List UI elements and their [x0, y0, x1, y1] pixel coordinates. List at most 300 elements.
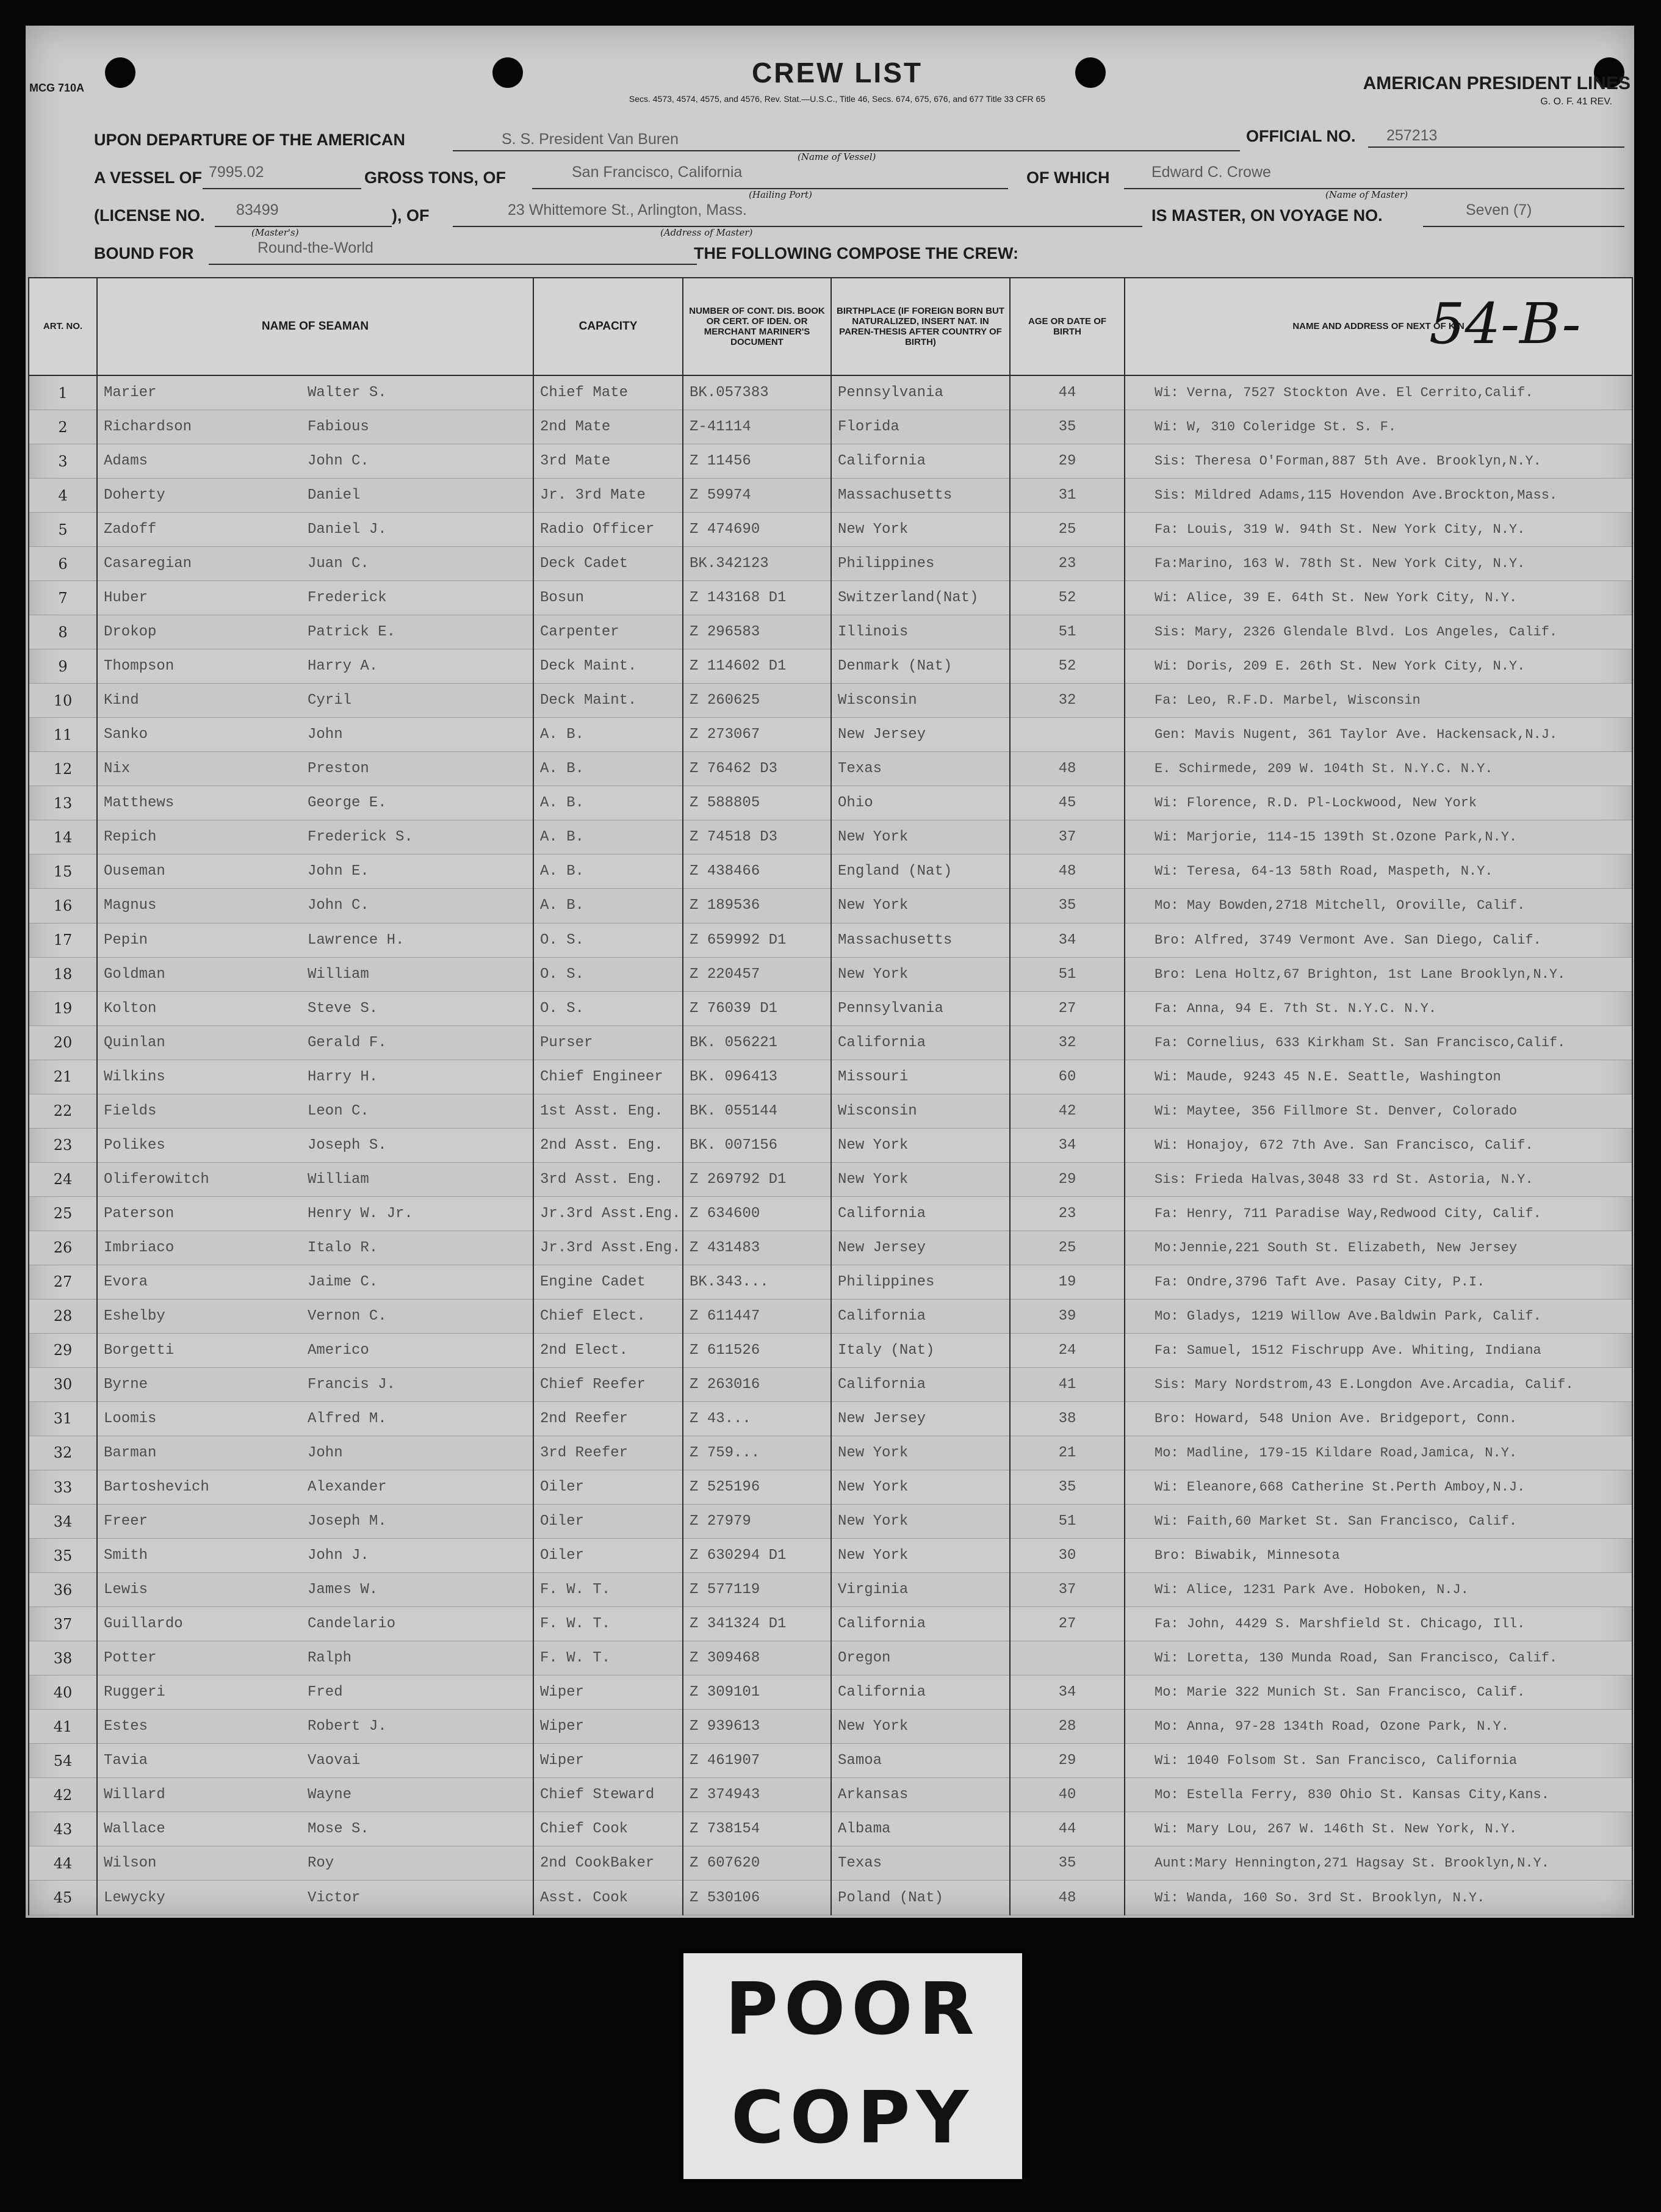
art-no-cell: 18	[29, 957, 97, 991]
age-cell: 29	[1010, 1744, 1125, 1778]
birthplace-cell: New York	[831, 1470, 1010, 1505]
seaman-first-name: John E.	[301, 855, 533, 889]
field-line	[215, 226, 392, 227]
seaman-last-name: Drokop	[97, 615, 301, 649]
seaman-last-name: Kind	[97, 684, 301, 718]
age-cell: 51	[1010, 957, 1125, 991]
art-no-cell: 17	[29, 923, 97, 957]
seaman-first-name: Juan C.	[301, 547, 533, 581]
art-no-cell: 5	[29, 513, 97, 547]
next-of-kin-cell: Mo: Gladys, 1219 Willow Ave.Baldwin Park, Calif.	[1125, 1299, 1632, 1333]
age-cell: 25	[1010, 1231, 1125, 1265]
art-no-cell: 38	[29, 1641, 97, 1675]
seaman-last-name: Fields	[97, 1094, 301, 1128]
document-number-cell: Z-41114	[683, 410, 831, 444]
age-cell	[1010, 1641, 1125, 1675]
document-number-cell: Z 296583	[683, 615, 831, 649]
crew-table	[28, 277, 1633, 1915]
document-number-cell: BK. 096413	[683, 1060, 831, 1094]
seaman-first-name: Alfred M.	[301, 1401, 533, 1436]
seaman-first-name: Gerald F.	[301, 1025, 533, 1060]
table-row	[29, 1846, 1632, 1881]
voyage-number: Seven (7)	[1466, 201, 1532, 219]
next-of-kin-cell: Sis: Mary Nordstrom,43 E.Longdon Ave.Arcadia, Calif.	[1125, 1367, 1632, 1401]
next-of-kin-cell: Wi: Eleanore,668 Catherine St.Perth Amboy,N.J.	[1125, 1470, 1632, 1505]
art-no-cell: 26	[29, 1231, 97, 1265]
age-cell: 60	[1010, 1060, 1125, 1094]
capacity-cell: Chief Engineer	[533, 1060, 683, 1094]
seaman-last-name: Matthews	[97, 786, 301, 820]
age-cell: 27	[1010, 991, 1125, 1025]
age-cell: 27	[1010, 1607, 1125, 1641]
capacity-cell: Wiper	[533, 1710, 683, 1744]
capacity-cell: F. W. T.	[533, 1607, 683, 1641]
seaman-first-name: James W.	[301, 1573, 533, 1607]
age-cell: 23	[1010, 547, 1125, 581]
next-of-kin-cell: Sis: Mary, 2326 Glendale Blvd. Los Angeles, Calif.	[1125, 615, 1632, 649]
seaman-first-name: Americo	[301, 1333, 533, 1367]
company-name: AMERICAN PRESIDENT LINES	[1363, 73, 1630, 93]
capacity-cell: Chief Steward	[533, 1778, 683, 1812]
next-of-kin-cell: Mo:Jennie,221 South St. Elizabeth, New Jersey	[1125, 1231, 1632, 1265]
art-no-cell: 10	[29, 684, 97, 718]
label-following-compose: THE FOLLOWING COMPOSE THE CREW:	[694, 244, 1018, 262]
art-no-cell: 36	[29, 1573, 97, 1607]
document-number-cell: BK. 007156	[683, 1128, 831, 1162]
next-of-kin-cell: Wi: Alice, 1231 Park Ave. Hoboken, N.J.	[1125, 1573, 1632, 1607]
sub-label-masters: (Master's)	[251, 227, 299, 238]
table-row	[29, 1470, 1632, 1505]
table-row	[29, 1162, 1632, 1196]
document-number-cell: Z 263016	[683, 1367, 831, 1401]
document-number-cell: Z 27979	[683, 1505, 831, 1539]
capacity-cell: Oiler	[533, 1470, 683, 1505]
capacity-cell: Carpenter	[533, 615, 683, 649]
birthplace-cell: California	[831, 1025, 1010, 1060]
table-row	[29, 1505, 1632, 1539]
header-art-no: ART. NO.	[29, 278, 97, 375]
table-row	[29, 444, 1632, 479]
age-cell: 40	[1010, 1778, 1125, 1812]
age-cell: 51	[1010, 615, 1125, 649]
birthplace-cell: Pennsylvania	[831, 991, 1010, 1025]
art-no-cell: 7	[29, 581, 97, 615]
document-number-cell: Z 530106	[683, 1881, 831, 1915]
next-of-kin-cell: Wi: Florence, R.D. Pl-Lockwood, New York	[1125, 786, 1632, 820]
document-number-cell: Z 431483	[683, 1231, 831, 1265]
table-row	[29, 1641, 1632, 1675]
poor-copy-stamp	[683, 1953, 1022, 2179]
art-no-cell: 31	[29, 1401, 97, 1436]
document-number-cell: Z 76039 D1	[683, 991, 831, 1025]
birthplace-cell: Texas	[831, 1846, 1010, 1881]
next-of-kin-cell: Fa: Cornelius, 633 Kirkham St. San Francisco,Calif.	[1125, 1025, 1632, 1060]
table-row	[29, 513, 1632, 547]
age-cell: 38	[1010, 1401, 1125, 1436]
seaman-first-name: Fred	[301, 1675, 533, 1710]
table-row	[29, 375, 1632, 410]
art-no-cell: 29	[29, 1333, 97, 1367]
birthplace-cell: Oregon	[831, 1641, 1010, 1675]
seaman-last-name: Paterson	[97, 1196, 301, 1231]
document-number-cell: Z 525196	[683, 1470, 831, 1505]
seaman-last-name: Wilkins	[97, 1060, 301, 1094]
art-no-cell: 13	[29, 786, 97, 820]
table-row	[29, 923, 1632, 957]
seaman-first-name: Harry H.	[301, 1060, 533, 1094]
seaman-last-name: Doherty	[97, 479, 301, 513]
table-row	[29, 1812, 1632, 1846]
capacity-cell: A. B.	[533, 855, 683, 889]
form-code: MCG 710A	[29, 82, 85, 94]
next-of-kin-cell: E. Schirmede, 209 W. 104th St. N.Y.C. N.Y.	[1125, 752, 1632, 786]
seaman-last-name: Casaregian	[97, 547, 301, 581]
art-no-cell: 20	[29, 1025, 97, 1060]
birthplace-cell: New Jersey	[831, 718, 1010, 752]
capacity-cell: Jr. 3rd Mate	[533, 479, 683, 513]
birthplace-cell: New York	[831, 820, 1010, 855]
seaman-last-name: Loomis	[97, 1401, 301, 1436]
document-number-cell: Z 43...	[683, 1401, 831, 1436]
age-cell: 41	[1010, 1367, 1125, 1401]
document-number-cell: Z 220457	[683, 957, 831, 991]
birthplace-cell: New York	[831, 1128, 1010, 1162]
stamp-line-copy: COPY	[731, 2075, 975, 2160]
next-of-kin-cell: Fa:Marino, 163 W. 78th St. New York City, N.Y.	[1125, 547, 1632, 581]
seaman-first-name: Preston	[301, 752, 533, 786]
art-no-cell: 15	[29, 855, 97, 889]
seaman-first-name: John	[301, 718, 533, 752]
birthplace-cell: New York	[831, 1162, 1010, 1196]
birthplace-cell: New York	[831, 1436, 1010, 1470]
seaman-last-name: Estes	[97, 1710, 301, 1744]
seaman-first-name: Frederick	[301, 581, 533, 615]
vessel-name: S. S. President Van Buren	[502, 131, 679, 148]
birthplace-cell: California	[831, 1196, 1010, 1231]
document-number-cell: Z 759...	[683, 1436, 831, 1470]
table-row	[29, 1333, 1632, 1367]
document-number-cell: Z 374943	[683, 1778, 831, 1812]
birthplace-cell: Massachusetts	[831, 479, 1010, 513]
next-of-kin-cell: Bro: Biwabik, Minnesota	[1125, 1539, 1632, 1573]
art-no-cell: 34	[29, 1505, 97, 1539]
seaman-first-name: Joseph S.	[301, 1128, 533, 1162]
field-line	[209, 264, 697, 265]
table-row	[29, 855, 1632, 889]
capacity-cell: Oiler	[533, 1505, 683, 1539]
label-gross-tons: GROSS TONS, OF	[364, 168, 506, 187]
next-of-kin-cell: Wi: Mary Lou, 267 W. 146th St. New York, N.Y.	[1125, 1812, 1632, 1846]
capacity-cell: O. S.	[533, 923, 683, 957]
label-is-master: IS MASTER, ON VOYAGE NO.	[1151, 206, 1383, 225]
next-of-kin-cell: Sis: Theresa O'Forman,887 5th Ave. Brooklyn,N.Y.	[1125, 444, 1632, 479]
seaman-first-name: Francis J.	[301, 1367, 533, 1401]
punch-hole	[105, 57, 135, 88]
seaman-first-name: Jaime C.	[301, 1265, 533, 1299]
table-row	[29, 1573, 1632, 1607]
next-of-kin-cell: Mo: Madline, 179-15 Kildare Road,Jamica, N.Y.	[1125, 1436, 1632, 1470]
seaman-first-name: John J.	[301, 1539, 533, 1573]
seaman-first-name: Mose S.	[301, 1812, 533, 1846]
next-of-kin-cell: Wi: Teresa, 64-13 58th Road, Maspeth, N.Y.	[1125, 855, 1632, 889]
seaman-last-name: Goldman	[97, 957, 301, 991]
birthplace-cell: Texas	[831, 752, 1010, 786]
table-row	[29, 684, 1632, 718]
handwritten-note: 54-B-	[1429, 291, 1581, 356]
capacity-cell: 3rd Reefer	[533, 1436, 683, 1470]
document-number-cell: Z 438466	[683, 855, 831, 889]
document-number-cell: BK.343...	[683, 1265, 831, 1299]
next-of-kin-cell: Fa: John, 4429 S. Marshfield St. Chicago, Ill.	[1125, 1607, 1632, 1641]
capacity-cell: 2nd Elect.	[533, 1333, 683, 1367]
next-of-kin-cell: Gen: Mavis Nugent, 361 Taylor Ave. Hackensack,N.J.	[1125, 718, 1632, 752]
table-row	[29, 615, 1632, 649]
table-row	[29, 1881, 1632, 1915]
birthplace-cell: Switzerland(Nat)	[831, 581, 1010, 615]
next-of-kin-cell: Wi: Maude, 9243 45 N.E. Seattle, Washington	[1125, 1060, 1632, 1094]
age-cell: 35	[1010, 889, 1125, 923]
capacity-cell: 2nd Mate	[533, 410, 683, 444]
seaman-last-name: Marier	[97, 375, 301, 410]
seaman-first-name: Harry A.	[301, 649, 533, 684]
birthplace-cell: England (Nat)	[831, 855, 1010, 889]
document-number-cell: Z 341324 D1	[683, 1607, 831, 1641]
art-no-cell: 8	[29, 615, 97, 649]
next-of-kin-cell: Wi: Honajoy, 672 7th Ave. San Francisco, Calif.	[1125, 1128, 1632, 1162]
capacity-cell: 3rd Mate	[533, 444, 683, 479]
document-number-cell: Z 634600	[683, 1196, 831, 1231]
hailing-port: San Francisco, California	[572, 164, 743, 181]
capacity-cell: Asst. Cook	[533, 1881, 683, 1915]
art-no-cell: 27	[29, 1265, 97, 1299]
seaman-first-name: Daniel J.	[301, 513, 533, 547]
table-row	[29, 1675, 1632, 1710]
next-of-kin-cell: Wi: Verna, 7527 Stockton Ave. El Cerrito,Calif.	[1125, 375, 1632, 410]
birthplace-cell: Massachusetts	[831, 923, 1010, 957]
next-of-kin-cell: Fa: Louis, 319 W. 94th St. New York City, N.Y.	[1125, 513, 1632, 547]
next-of-kin-cell: Wi: Maytee, 356 Fillmore St. Denver, Colorado	[1125, 1094, 1632, 1128]
table-row	[29, 1265, 1632, 1299]
art-no-cell: 35	[29, 1539, 97, 1573]
seaman-first-name: Fabious	[301, 410, 533, 444]
label-official-no: OFFICIAL NO.	[1246, 127, 1356, 145]
capacity-cell: Wiper	[533, 1744, 683, 1778]
birthplace-cell: Denmark (Nat)	[831, 649, 1010, 684]
art-no-cell: 45	[29, 1881, 97, 1915]
document-number-cell: Z 611526	[683, 1333, 831, 1367]
capacity-cell: O. S.	[533, 957, 683, 991]
age-cell: 28	[1010, 1710, 1125, 1744]
age-cell: 52	[1010, 581, 1125, 615]
capacity-cell: Bosun	[533, 581, 683, 615]
age-cell: 48	[1010, 855, 1125, 889]
table-row	[29, 1744, 1632, 1778]
seaman-last-name: Polikes	[97, 1128, 301, 1162]
document-number-cell: Z 738154	[683, 1812, 831, 1846]
capacity-cell: Chief Elect.	[533, 1299, 683, 1333]
seaman-first-name: Alexander	[301, 1470, 533, 1505]
table-row	[29, 889, 1632, 923]
seaman-first-name: George E.	[301, 786, 533, 820]
sub-label-address: (Address of Master)	[660, 227, 753, 238]
art-no-cell: 22	[29, 1094, 97, 1128]
age-cell: 21	[1010, 1436, 1125, 1470]
document-number-cell: Z 143168 D1	[683, 581, 831, 615]
header-document: NUMBER OF CONT. DIS. BOOK OR CERT. OF IDEN. OR MERCHANT MARINER'S DOCUMENT	[683, 278, 831, 375]
table-row	[29, 1060, 1632, 1094]
label-bound-for: BOUND FOR	[94, 244, 194, 262]
table-row	[29, 1539, 1632, 1573]
seaman-last-name: Adams	[97, 444, 301, 479]
age-cell: 35	[1010, 1846, 1125, 1881]
label-of-which: OF WHICH	[1026, 168, 1110, 187]
next-of-kin-cell: Bro: Lena Holtz,67 Brighton, 1st Lane Brooklyn,N.Y.	[1125, 957, 1632, 991]
birthplace-cell: Philippines	[831, 547, 1010, 581]
document-number-cell: BK. 056221	[683, 1025, 831, 1060]
table-row	[29, 718, 1632, 752]
label-upon-departure: UPON DEPARTURE OF THE AMERICAN	[94, 131, 406, 149]
birthplace-cell: California	[831, 1367, 1010, 1401]
label-of: ), OF	[392, 206, 430, 225]
capacity-cell: Purser	[533, 1025, 683, 1060]
sub-label-hailing-port: (Hailing Port)	[749, 189, 812, 200]
capacity-cell: Chief Mate	[533, 375, 683, 410]
field-line	[1423, 226, 1624, 227]
birthplace-cell: Pennsylvania	[831, 375, 1010, 410]
official-number: 257213	[1386, 127, 1438, 144]
seaman-first-name: Roy	[301, 1846, 533, 1881]
capacity-cell: Oiler	[533, 1539, 683, 1573]
next-of-kin-cell: Wi: Wanda, 160 So. 3rd St. Brooklyn, N.Y.	[1125, 1881, 1632, 1915]
birthplace-cell: California	[831, 444, 1010, 479]
age-cell: 37	[1010, 820, 1125, 855]
document-number-cell: Z 588805	[683, 786, 831, 820]
seaman-last-name: Sanko	[97, 718, 301, 752]
seaman-last-name: Nix	[97, 752, 301, 786]
seaman-last-name: Pepin	[97, 923, 301, 957]
seaman-last-name: Wallace	[97, 1812, 301, 1846]
punch-hole	[492, 57, 523, 88]
capacity-cell: Chief Reefer	[533, 1367, 683, 1401]
field-line	[453, 226, 1142, 227]
seaman-first-name: Cyril	[301, 684, 533, 718]
art-no-cell: 11	[29, 718, 97, 752]
document-number-cell: Z 309101	[683, 1675, 831, 1710]
document-number-cell: Z 260625	[683, 684, 831, 718]
birthplace-cell: Poland (Nat)	[831, 1881, 1010, 1915]
seaman-last-name: Byrne	[97, 1367, 301, 1401]
art-no-cell: 14	[29, 820, 97, 855]
birthplace-cell: New York	[831, 513, 1010, 547]
art-no-cell: 30	[29, 1367, 97, 1401]
document-number-cell: Z 114602 D1	[683, 649, 831, 684]
table-row	[29, 1128, 1632, 1162]
capacity-cell: 2nd Reefer	[533, 1401, 683, 1436]
next-of-kin-cell: Fa: Leo, R.F.D. Marbel, Wisconsin	[1125, 684, 1632, 718]
capacity-cell: 2nd CookBaker	[533, 1846, 683, 1881]
birthplace-cell: New Jersey	[831, 1231, 1010, 1265]
birthplace-cell: Wisconsin	[831, 684, 1010, 718]
table-row	[29, 1094, 1632, 1128]
age-cell: 44	[1010, 375, 1125, 410]
seaman-first-name: Frederick S.	[301, 820, 533, 855]
seaman-last-name: Borgetti	[97, 1333, 301, 1367]
statute-reference: Secs. 4573, 4574, 4575, and 4576, Rev. Stat.—U.S.C., Title 46, Secs. 674, 675, 676, and 677 Title 33 CFR 65	[629, 94, 1046, 104]
birthplace-cell: California	[831, 1299, 1010, 1333]
art-no-cell: 12	[29, 752, 97, 786]
header-age: AGE OR DATE OF BIRTH	[1010, 278, 1125, 375]
age-cell: 51	[1010, 1505, 1125, 1539]
age-cell: 34	[1010, 1675, 1125, 1710]
document-number-cell: Z 309468	[683, 1641, 831, 1675]
capacity-cell: Deck Cadet	[533, 547, 683, 581]
crew-list-sheet	[26, 26, 1634, 1918]
seaman-first-name: John	[301, 1436, 533, 1470]
seaman-last-name: Repich	[97, 820, 301, 855]
label-license-no: (LICENSE NO.	[94, 206, 205, 225]
age-cell: 48	[1010, 752, 1125, 786]
seaman-first-name: Lawrence H.	[301, 923, 533, 957]
seaman-first-name: William	[301, 957, 533, 991]
capacity-cell: 1st Asst. Eng.	[533, 1094, 683, 1128]
seaman-first-name: Wayne	[301, 1778, 533, 1812]
capacity-cell: Engine Cadet	[533, 1265, 683, 1299]
table-row	[29, 410, 1632, 444]
seaman-last-name: Lewycky	[97, 1881, 301, 1915]
age-cell: 19	[1010, 1265, 1125, 1299]
age-cell: 25	[1010, 513, 1125, 547]
form-title: CREW LIST	[752, 57, 923, 89]
age-cell: 42	[1010, 1094, 1125, 1128]
label-a-vessel-of: A VESSEL OF	[94, 168, 203, 187]
age-cell: 23	[1010, 1196, 1125, 1231]
table-row	[29, 1299, 1632, 1333]
birthplace-cell: New York	[831, 889, 1010, 923]
header-name: NAME OF SEAMAN	[97, 278, 533, 375]
next-of-kin-cell: Mo: Anna, 97-28 134th Road, Ozone Park, N.Y.	[1125, 1710, 1632, 1744]
next-of-kin-cell: Wi: Doris, 209 E. 26th St. New York City, N.Y.	[1125, 649, 1632, 684]
table-row	[29, 547, 1632, 581]
capacity-cell: Radio Officer	[533, 513, 683, 547]
header-birthplace: BIRTHPLACE (IF FOREIGN BORN BUT NATURALIZED, INSERT NAT. IN PAREN-THESIS AFTER COUNTRY OF BIRTH)	[831, 278, 1010, 375]
birthplace-cell: New York	[831, 1539, 1010, 1573]
next-of-kin-cell: Wi: 1040 Folsom St. San Francisco, California	[1125, 1744, 1632, 1778]
table-row	[29, 649, 1632, 684]
art-no-cell: 9	[29, 649, 97, 684]
capacity-cell: Chief Cook	[533, 1812, 683, 1846]
capacity-cell: Deck Maint.	[533, 684, 683, 718]
art-no-cell: 25	[29, 1196, 97, 1231]
art-no-cell: 33	[29, 1470, 97, 1505]
birthplace-cell: Florida	[831, 410, 1010, 444]
document-number-cell: Z 461907	[683, 1744, 831, 1778]
seaman-last-name: Evora	[97, 1265, 301, 1299]
seaman-first-name: Italo R.	[301, 1231, 533, 1265]
document-number-cell: Z 577119	[683, 1573, 831, 1607]
art-no-cell: 43	[29, 1812, 97, 1846]
field-line	[1368, 146, 1624, 148]
next-of-kin-cell: Mo: May Bowden,2718 Mitchell, Oroville, Calif.	[1125, 889, 1632, 923]
birthplace-cell: Samoa	[831, 1744, 1010, 1778]
art-no-cell: 21	[29, 1060, 97, 1094]
seaman-last-name: Barman	[97, 1436, 301, 1470]
header-capacity: CAPACITY	[533, 278, 683, 375]
birthplace-cell: Albama	[831, 1812, 1010, 1846]
seaman-last-name: Thompson	[97, 649, 301, 684]
capacity-cell: Jr.3rd Asst.Eng.	[533, 1231, 683, 1265]
birthplace-cell: New York	[831, 1710, 1010, 1744]
age-cell: 48	[1010, 1881, 1125, 1915]
